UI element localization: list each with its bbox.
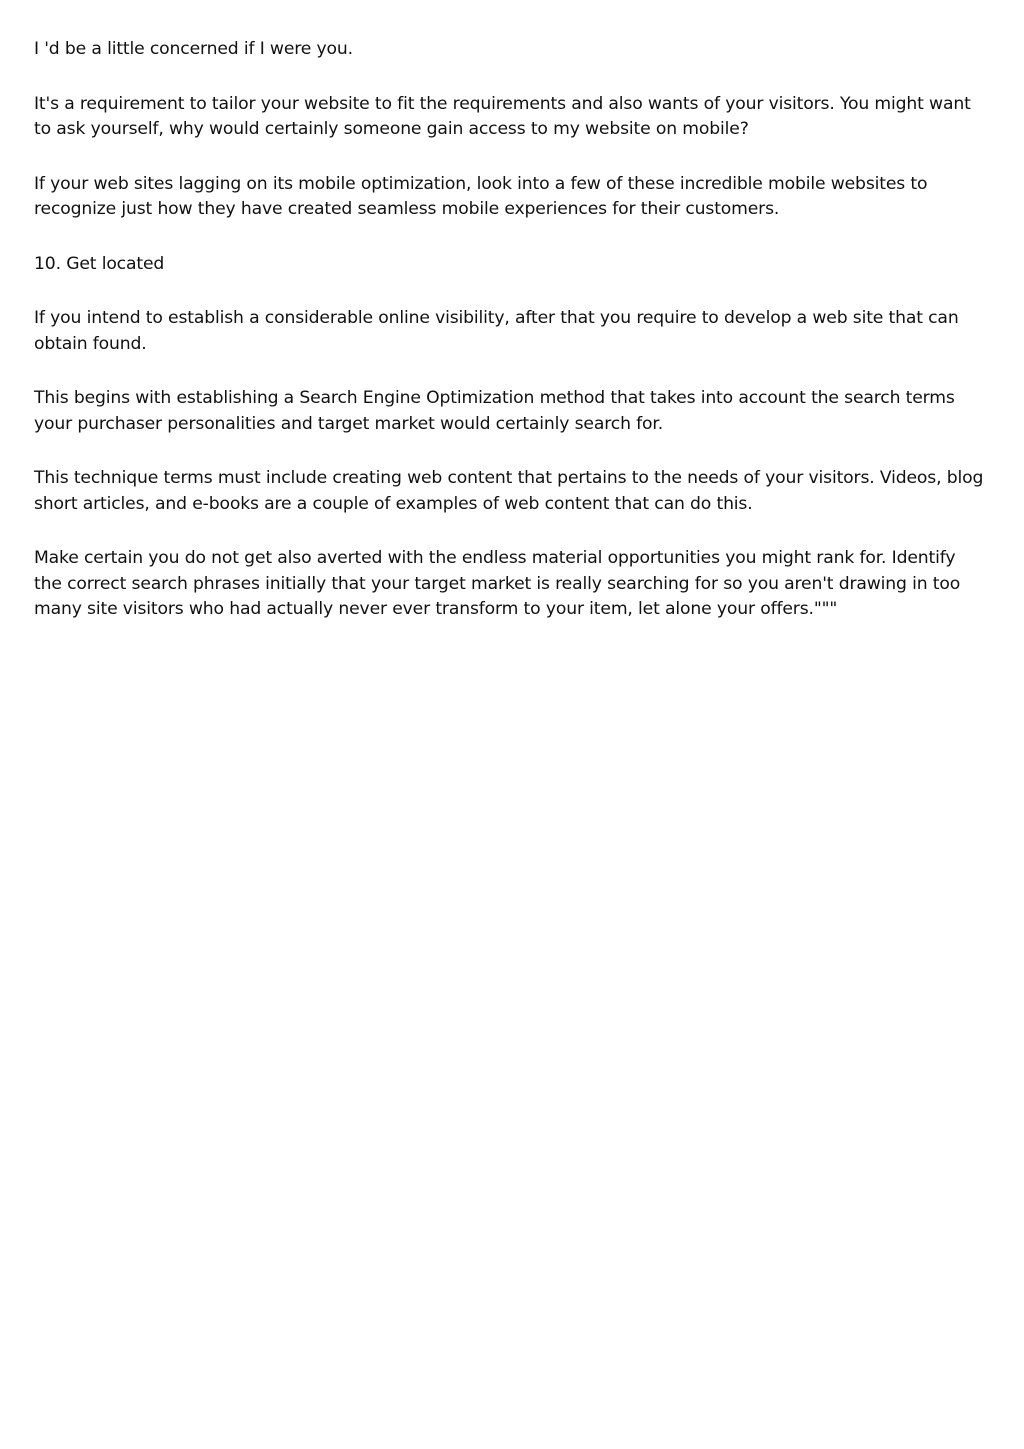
paragraph-online-visibility: If you intend to establish a considerable online visibility, after that you require to develop a web site that can obtain found. bbox=[34, 308, 959, 354]
paragraph-intro: I 'd be a little concerned if I were you. bbox=[34, 39, 353, 59]
paragraph-mobile-optimization: If your web sites lagging on its mobile optimization, look into a few of these incredible mobile websites to recognize just how they have created seamless mobile experiences for their customers. bbox=[34, 173, 928, 219]
paragraph-search-phrases: Make certain you do not get also averted with the endless material opportunities you might rank for. Identify the correct search phrases initially that your target market is really searching for so you aren't drawing in too many site visitors who had actually never ever transform to your item, let alone your offers.""" bbox=[34, 548, 961, 619]
paragraph-tailor-website: It's a requirement to tailor your website to fit the requirements and also wants of your visitors. You might want to ask yourself, why would certainly someone gain access to my website on mobile? bbox=[34, 93, 971, 139]
paragraph-seo-method: This begins with establishing a Search Engine Optimization method that takes into account the search terms your purchaser personalities and target market would certainly search for. bbox=[34, 388, 955, 434]
section-heading-get-located: 10. Get located bbox=[34, 253, 165, 274]
paragraph-web-content: This technique terms must include creating web content that pertains to the needs of your visitors. Videos, blog short articles, and e-books are a couple of examples of web content that can do this. bbox=[34, 468, 984, 514]
document-body bbox=[34, 37, 986, 652]
